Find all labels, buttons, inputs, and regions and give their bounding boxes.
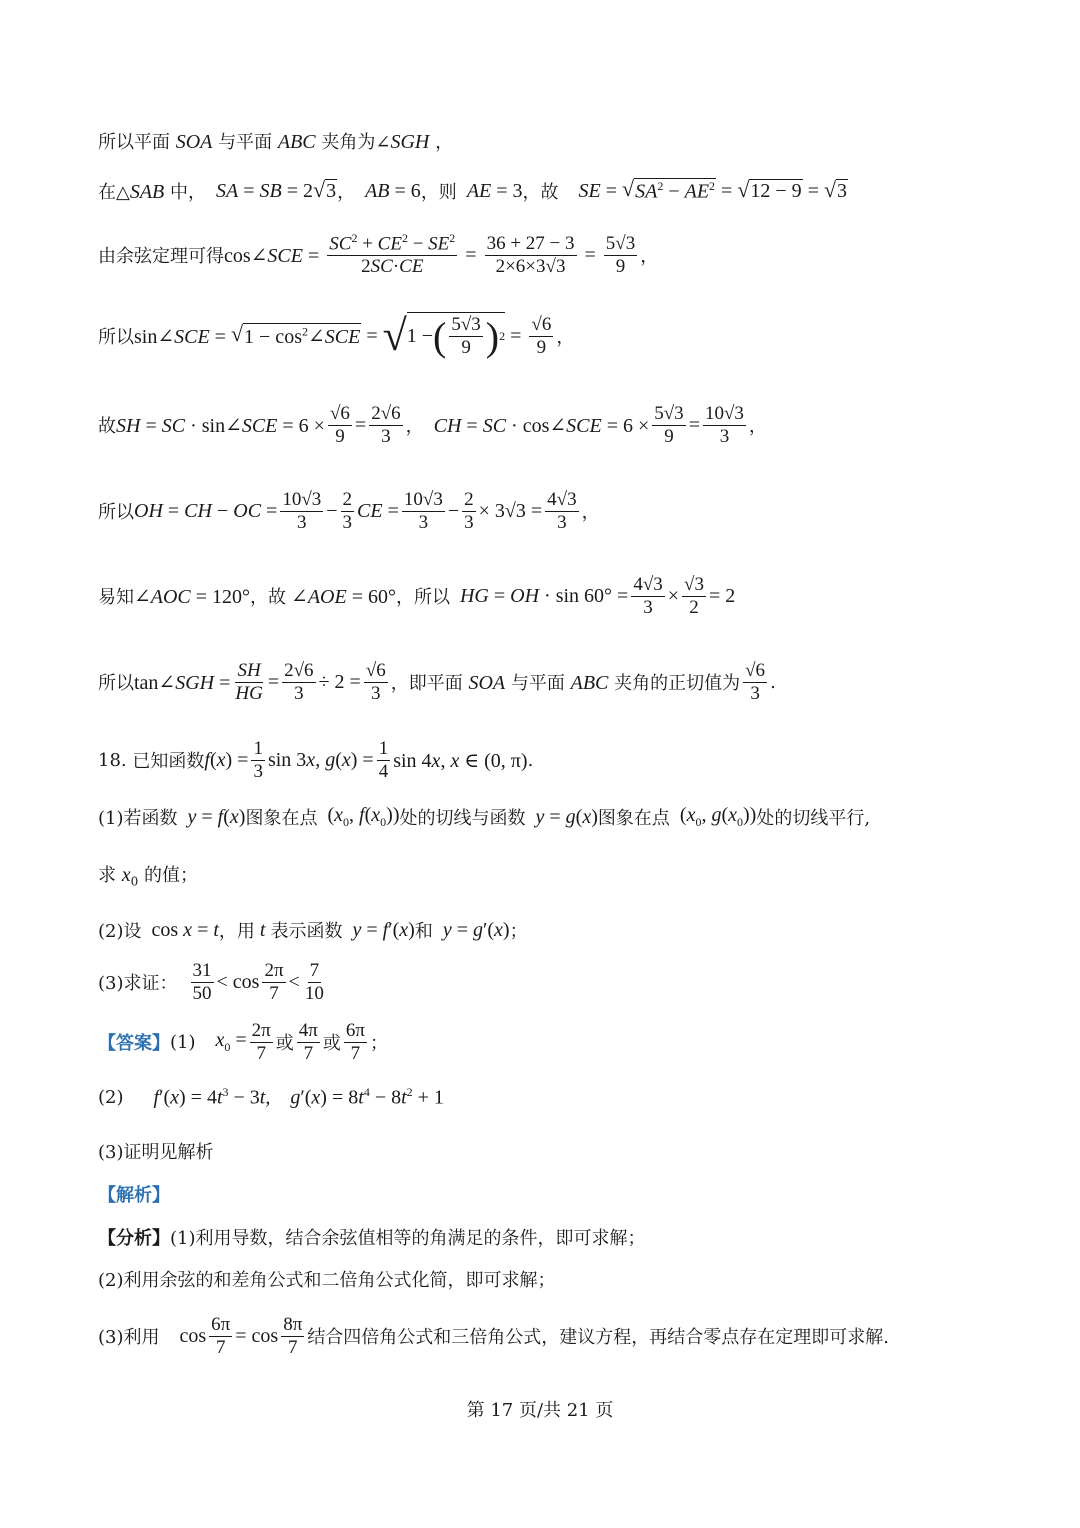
line-2: 在△SAB 中， SA = SB = 2 √ 3 ， AB = 6 ，则 AE = 3 ，故 SE = √ $SA^2 - AE^2$ = √ 12 − 9 = √ 3 — [98, 176, 848, 203]
analysis-heading — [98, 1181, 170, 1207]
line-3: 由余弦定理可得 cos∠SCE = $\frac{SC^2 + CE^2 - SE^2}{2SC\cdot CE}$ = $\frac{36 + 27 - 3}{2\times 6\times 3√3}$ = $\frac{5√3}{9}$ ， — [98, 231, 659, 278]
answer-1: 【答案】 (1) $x_0$ = $\frac{2\pi}{7}$ 或 $\frac{4\pi}{7}$ 或 $\frac{6\pi}{7}$ ； — [98, 1020, 388, 1064]
question-3: (3)求证： $\frac{31}{50}$ < cos $\frac{2\pi}{7}$ < $\frac{7}{10}$ — [98, 960, 324, 1004]
answer-2: (2) $f'(x) = 4t^3 - 3t$, $g'(x) = 8t^4 - 8t^2 + 1$ — [98, 1085, 444, 1109]
question-1: (1)若函数 y = f(x) 图象在点 ($x_0$, $f(x_0)$) 处的切线与函数 y = g(x) 图象在点 ($x_0$, $g(x_0)$) 处的切线平行, — [98, 804, 871, 829]
answer-3: (3)证明见解析 — [98, 1142, 214, 1163]
line-7: 易知 ∠AOC = 120° ，故 ∠AOE = 60° ，所以 HG = OH · sin 60° = $\frac{4√3}{3}$ × $\frac{√3}{2}$ = 2 — [98, 574, 736, 618]
question-1b: 求 $x_0$ 的值； — [98, 864, 198, 889]
question-2: (2)设 cos x = t ，用 t 表示函数 y = f′(x) 和 y = g′(x) ； — [98, 918, 528, 942]
page-footer: 第 17 页/共 21 页 — [466, 1400, 614, 1421]
problem-18-stem: 18. 已知函数 f(x) = $\frac{1}{3}$ sin 3x, g(x) = $\frac{1}{4}$ sin 4x, x ∈ (0, π) . — [98, 738, 534, 782]
line-1-text: 所以平面 SOA 与平面 ABC 夹角为∠SGH ， — [98, 131, 454, 153]
analysis-tag: 【解析】 — [98, 1185, 170, 1206]
line-4: 所以 sin∠SCE = √ $1 - \cos^2\angle SCE$ = √ 1 − ( $\frac{5√3}{9}$ ) 2 = $\frac{√6}{9}$ ， — [98, 311, 575, 360]
line-5: 故 SH = SC · sin∠SCE = 6 × $\frac{√6}{9}$ = $\frac{2√6}{3}$ ， CH = SC · cos∠SCE = 6 × $\frac{5√3}{9}$ = $\frac{10√3}{3}$ ， — [98, 403, 767, 447]
line-8: 所以 tan∠SGH = $\frac{SH}{HG}$ = $\frac{2√6}{3}$ ÷ 2 = $\frac{√6}{3}$ ，即平面 SOA 与平面 ABC 夹角的正切值为 $\frac{√6}{3}$ . — [98, 660, 776, 704]
analysis-p1: 【分析】 (1)利用导数，结合余弦值相等的角满足的条件，即可求解； — [98, 1228, 646, 1249]
line-6: 所以 OH = CH − OC = $\frac{10√3}{3}$ − $\frac{2}{3}$ CE = $\frac{10√3}{3}$ − $\frac{2}{3}$ × 3√3 = $\frac{4√3}{3}$ ， — [98, 489, 600, 533]
analysis-p3: (3)利用 cos $\frac{6\pi}{7}$ = cos $\frac{8\pi}{7}$ 结合四倍角公式和三倍角公式，建议方程，再结合零点存在定理即可求解. — [98, 1314, 890, 1358]
analysis-p2: (2)利用余弦的和差角公式和二倍角公式化简，即可求解； — [98, 1270, 556, 1291]
problem-number: 18. — [98, 749, 127, 771]
line-1 — [98, 128, 453, 154]
answer-tag: 【答案】 — [98, 1033, 170, 1055]
